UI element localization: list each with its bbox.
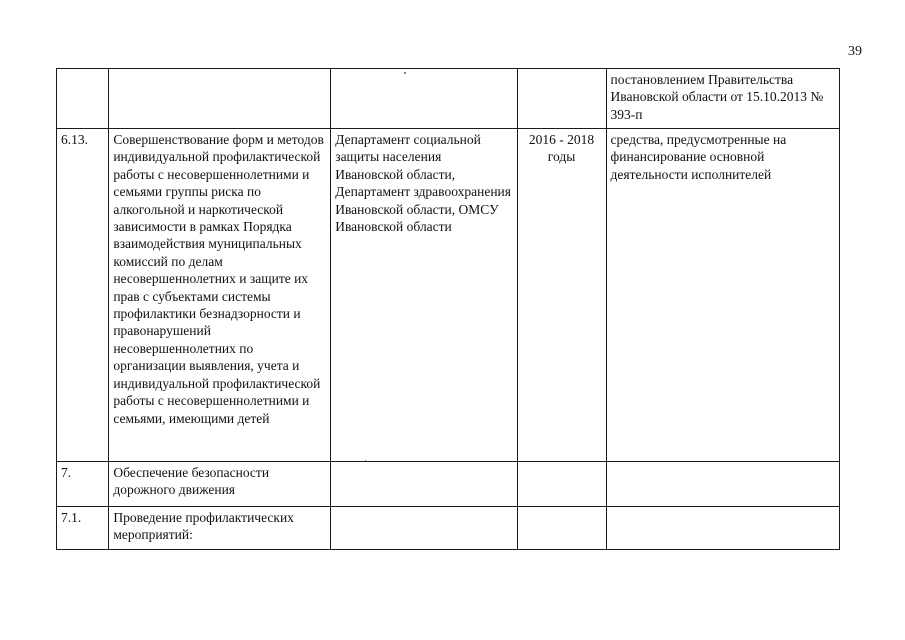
- table-row: [57, 507, 840, 550]
- cell-period: [517, 69, 606, 129]
- cell-period: 2016 - 2018 годы: [517, 129, 606, 462]
- cell-period: [517, 462, 606, 507]
- scan-speck: [404, 72, 406, 74]
- cell-funding: [606, 507, 839, 550]
- activities-table: [56, 68, 840, 550]
- cell-number: 7.: [57, 462, 109, 507]
- cell-executors: [331, 507, 517, 550]
- cell-funding: [606, 462, 839, 507]
- cell-activity: Проведение профилактических мероприятий:: [109, 507, 331, 550]
- cell-activity: Обеспечение безопасности дорожного движения: [109, 462, 331, 507]
- cell-number: 7.1.: [57, 507, 109, 550]
- cell-executors: [331, 462, 517, 507]
- page-number: 39: [848, 44, 862, 59]
- table-row: [57, 69, 840, 129]
- cell-period: [517, 507, 606, 550]
- cell-number: [57, 69, 109, 129]
- cell-number: 6.13.: [57, 129, 109, 462]
- table-row: [57, 129, 840, 462]
- cell-executors: [331, 69, 517, 129]
- table-row: [57, 462, 840, 507]
- cell-funding: средства, предусмотренные на финансирование основной деятельности исполнителей: [606, 129, 839, 462]
- cell-activity: Совершенствование форм и методов индивидуальной профилактической работы с несовершеннолетними и семьями группы риска по алкогольной и наркотической зависимости в рамках Порядка взаимодействия муниципальных комиссий по делам несовершеннолетних и защите их прав с субъектами системы профилактики безнадзорности и правонарушений несовершеннолетних по организации выявления, учета и индивидуальной профилактической работы с несовершеннолетними и семьями, имеющими детей: [109, 129, 331, 462]
- cell-funding: постановлением Правительства Ивановской области от 15.10.2013 № 393-п: [606, 69, 839, 129]
- cell-executors: Департамент социальной защиты населения Ивановской области, Департамент здравоохранения Ивановской области, ОМСУ Ивановской области: [331, 129, 517, 462]
- cell-activity: [109, 69, 331, 129]
- scan-speck: [365, 460, 366, 461]
